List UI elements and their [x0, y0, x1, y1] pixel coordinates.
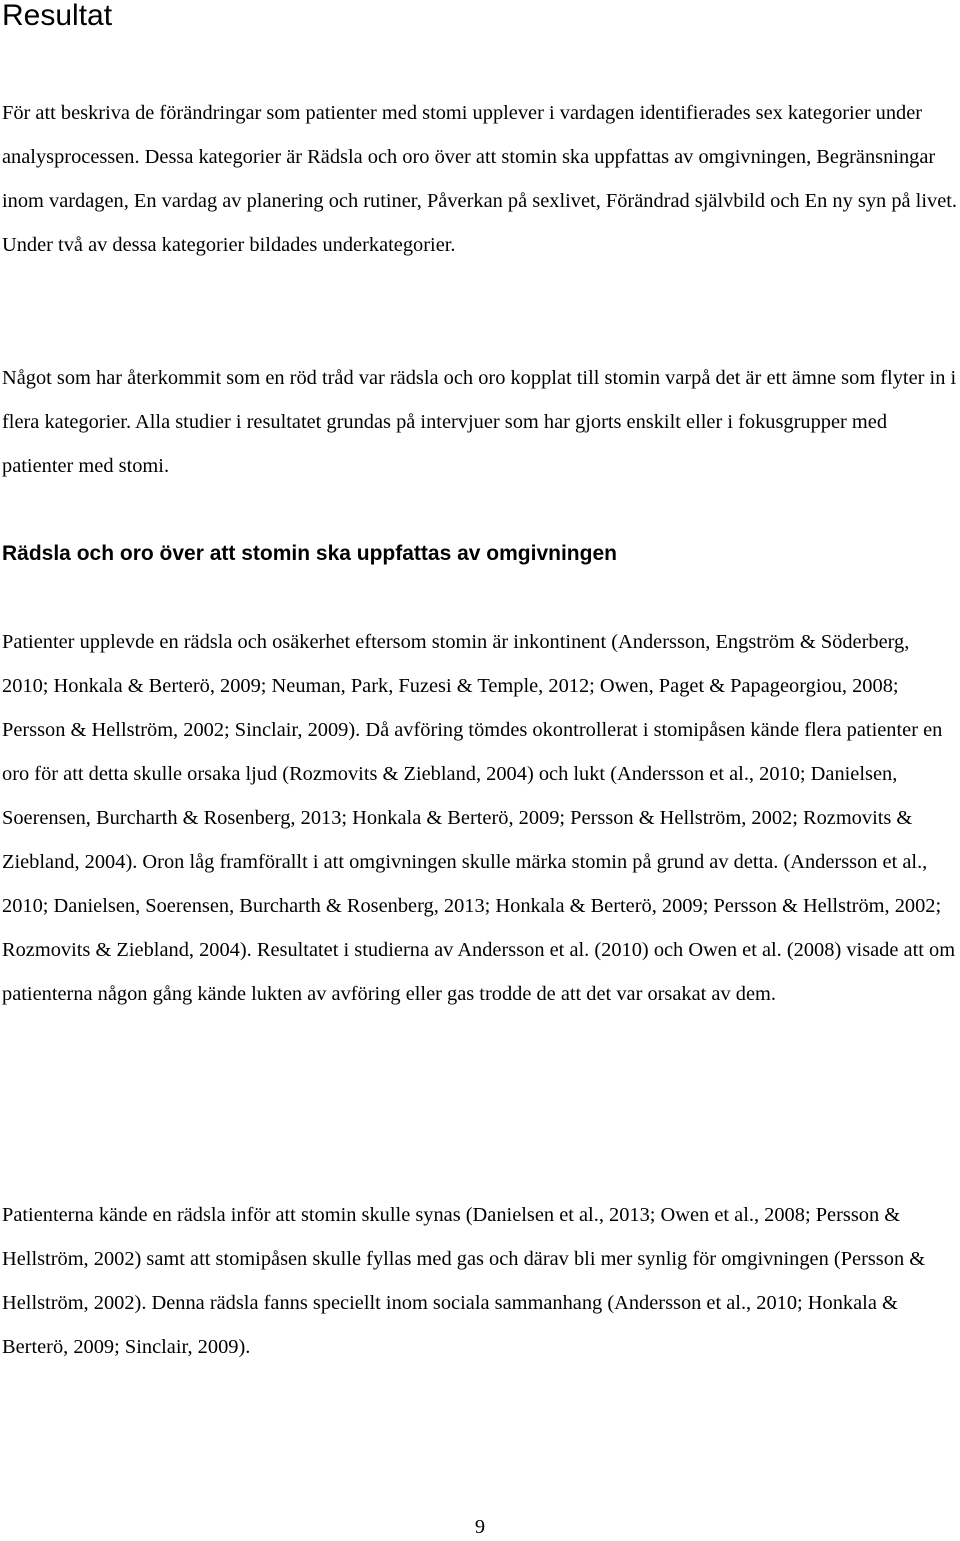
intro-paragraph: För att beskriva de förändringar som patienter med stomi upplever i vardagen identifierades sex kategorier under analysprocessen. Dessa kategorier är Rädsla och oro över att stomin ska uppfattas av omgivningen, Begränsningar inom vardagen, En vardag av planering och rutiner, Påverkan på sexlivet, Förändrad självbild och En ny syn på livet. Under två av dessa kategorier bildades underkategorier.	[2, 102, 958, 256]
visibility-paragraph: Patienterna kände en rädsla inför att stomin skulle synas (Danielsen et al., 2013; Owen et al., 2008; Persson & Hellström, 2002) samt att stomipåsen skulle fyllas med gas och därav bli mer synlig för omgivningen (Persson & Hellström, 2002). Denna rädsla fanns speciellt inom sociala sammanhang (Andersson et al., 2010; Honkala & Berterö, 2009; Sinclair, 2009).	[2, 1204, 926, 1358]
subsection-heading: Rädsla och oro över att stomin ska uppfattas av omgivningen	[2, 542, 617, 565]
fear-paragraph: Patienter upplevde en rädsla och osäkerhet eftersom stomin är inkontinent (Andersson, Engström & Söderberg, 2010; Honkala & Berterö, 2009; Neuman, Park, Fuzesi & Temple, 2012; Owen, Paget & Papageorgiou, 2008; Persson & Hellström, 2002; Sinclair, 2009). Då avföring tömdes okontrollerat i stomipåsen kände flera patienter en oro för att detta skulle orsaka ljud (Rozmovits & Ziebland, 2004) och lukt (Andersson et al., 2010; Danielsen, Soerensen, Burcharth & Rosenberg, 2013; Honkala & Berterö, 2009; Persson & Hellström, 2002; Rozmovits & Ziebland, 2004). Oron låg framförallt i att omgivningen skulle märka stomin på grund av detta. (Andersson et al., 2010; Danielsen, Soerensen, Burcharth & Rosenberg, 2013; Honkala & Berterö, 2009; Persson & Hellström, 2002; Rozmovits & Ziebland, 2004). Resultatet i studierna av Andersson et al. (2010) och Owen et al. (2008) visade att om patienterna någon gång kände lukten av avföring eller gas trodde de att det var orsakat av dem.	[2, 631, 956, 1005]
section-heading: Resultat	[2, 0, 113, 32]
page-number: 9	[474, 1516, 486, 1538]
theme-paragraph: Något som har återkommit som en röd tråd var rädsla och oro kopplat till stomin varpå det är ett ämne som flyter in i flera kategorier. Alla studier i resultatet grundas på intervjuer som har gjorts enskilt eller i fokusgrupper med patienter med stomi.	[2, 367, 957, 477]
